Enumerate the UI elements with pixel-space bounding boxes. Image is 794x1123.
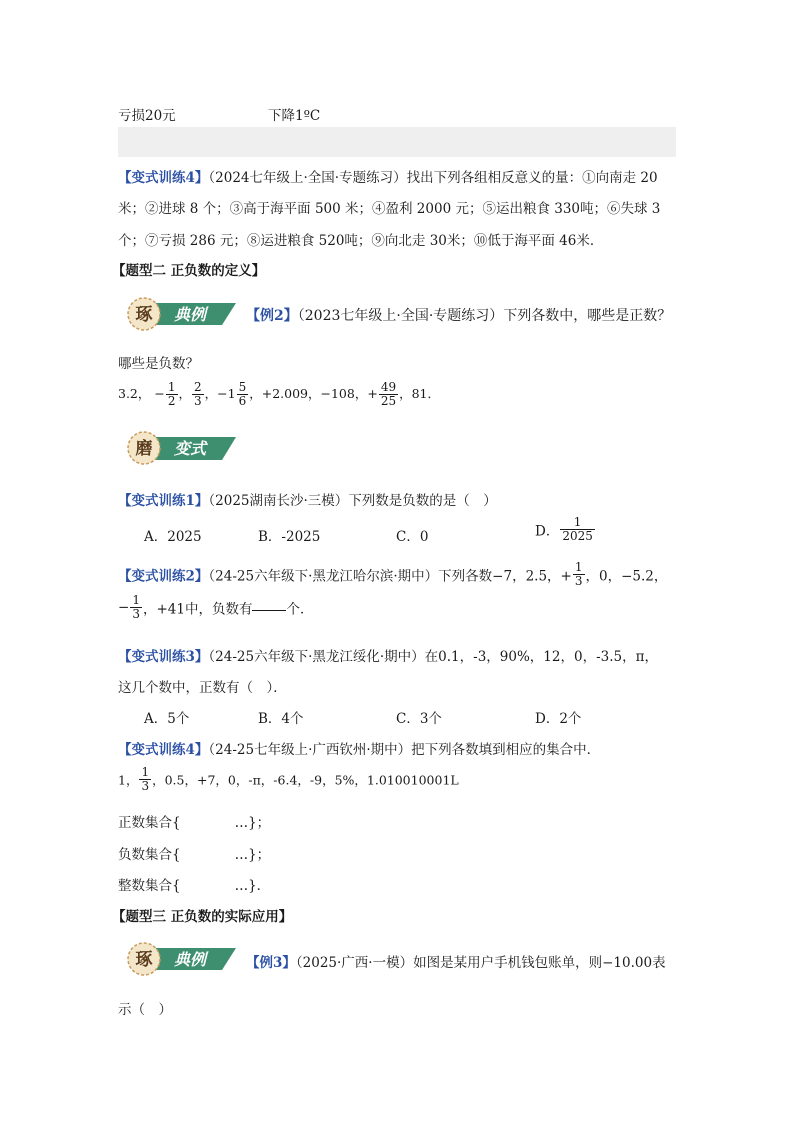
number-sign: − (118, 599, 130, 616)
practice-4-numbers (118, 766, 459, 793)
number-text: 1， (118, 772, 139, 788)
example-2-line1 (246, 305, 671, 325)
fraction: $\frac{1}{3}$ (132, 593, 140, 621)
fraction: $\frac{5}{6}$ (238, 380, 247, 408)
fraction: $\frac{2}{3}$ (194, 380, 202, 408)
exercise-tag: 【变式训练2】 (118, 568, 209, 585)
fraction: $\frac{1}{2}$ (167, 380, 176, 408)
loss-text: 亏损20元 (118, 108, 176, 124)
exercise-4a-line2: 米；②进球 8 个；③高于海平面 500 米；④盈利 2000 元；⑤运出粮食 330吨；⑥失球 3 (118, 201, 661, 217)
number-sign: −1 (217, 386, 236, 401)
example-2-line2: 哪些是负数？ (118, 356, 199, 372)
positive-set: 正数集合{ …}； (118, 815, 271, 831)
choice-c: C．0 (396, 529, 429, 545)
practice-4-line1 (118, 738, 600, 758)
exercise-source: （24-25六年级下·黑龙江哈尔滨·期中） (208, 568, 439, 585)
badge-label: 典例 (173, 950, 207, 969)
badge-char: 磨 (135, 439, 153, 459)
number-text: ，81． (399, 386, 441, 401)
number-text: ，0.5，+7，0，-π，-6.4，-9，5%，1.010010001L (152, 772, 459, 788)
example-source: （2025·广西·一模） (295, 955, 414, 971)
exercise-source: （2025湖南长沙·三模） (208, 493, 349, 509)
example-badge (124, 942, 240, 976)
exercise-tag: 【变式训练4】 (118, 742, 209, 758)
exercise-4a-line3: 个；⑦亏损 286 元；⑧运进粮食 520吨；⑨向北走 30米；⑩低于海平面 46米． (118, 233, 604, 249)
example-tag: 【例3】 (246, 955, 296, 971)
example-3-line2: 示（ ） (118, 1002, 172, 1018)
fraction: $\frac{1}{2025}$ (562, 515, 593, 543)
exercise-source: （24-25七年级上·广西钦州·期中） (208, 742, 412, 758)
badge-label: 典例 (173, 305, 207, 324)
section-title: 【题型三 正负数的实际应用】 (112, 909, 293, 925)
exercise-text: 在0.1，-3，90%，12，0，-3.5，π， (424, 649, 658, 665)
example-3-line1 (246, 951, 666, 971)
badge-char: 琢 (135, 950, 153, 970)
exercise-tag: 【变式训练1】 (118, 493, 209, 509)
example-badge (124, 297, 240, 331)
practice-1-question (118, 489, 497, 509)
choice-a: A．2025 (144, 529, 202, 545)
choice-d: D．2个 (535, 711, 582, 727)
exercise-text: ，+41中，负数有 (142, 601, 253, 618)
example-tag: 【例2】 (246, 308, 298, 324)
section-title: 【题型二 正负数的定义】 (112, 263, 266, 279)
choice-b: B．4个 (258, 711, 304, 727)
exercise-source: （2024七年级上·全国·专题练习） (208, 170, 407, 186)
number-text: ，+2.009，−108，+ (249, 386, 378, 401)
badge-char: 琢 (135, 305, 153, 325)
choice-d (535, 516, 596, 543)
practice-2-line1 (118, 561, 667, 588)
separator: ， (204, 386, 218, 401)
fraction: $\frac{49}{25}$ (380, 380, 397, 408)
exercise-text: 下列数是负数的是（ ） (348, 493, 497, 509)
exercise-text: ，0，−5.2， (585, 568, 668, 585)
answer-band (118, 127, 676, 157)
example-source: （2023七年级上·全国·专题练习） (297, 308, 504, 324)
exercise-4a-line1 (118, 166, 658, 186)
fraction: $\frac{1}{3}$ (574, 560, 583, 588)
exercise-tag: 【变式训练3】 (118, 649, 209, 665)
badge-label: 变式 (173, 439, 207, 458)
practice-2-line2 (118, 594, 313, 621)
fraction: $\frac{1}{3}$ (141, 765, 150, 793)
integer-set: 整数集合{ …}． (118, 878, 271, 894)
exercise-text: 下列各数−7，2.5，+ (438, 568, 572, 585)
exercise-text: 个． (286, 601, 314, 618)
exercise-tag: 【变式训练4】 (118, 170, 209, 186)
practice-3-line2: 这几个数中，正数有（ ）． (118, 680, 287, 696)
choice-a: A．5个 (144, 711, 190, 727)
negative-set: 负数集合{ …}； (118, 847, 271, 863)
choice-c: C．3个 (396, 711, 442, 727)
practice-3-line1 (118, 645, 658, 665)
separator: ， (178, 386, 192, 401)
exercise-source: （24-25六年级下·黑龙江绥化·期中） (208, 649, 425, 665)
choice-b: B．-2025 (258, 529, 321, 545)
practice-badge (124, 430, 240, 466)
drop-text: 下降1ºC (268, 108, 321, 124)
number-sign: − (154, 386, 165, 401)
choice-label: D． (535, 523, 560, 540)
answer-blank[interactable] (252, 598, 286, 611)
number-text: 3.2， (118, 386, 151, 401)
example-2-numbers (118, 381, 440, 408)
exercise-text: 把下列各数填到相应的集合中． (411, 742, 601, 758)
example-question: 下列各数中，哪些是正数？ (503, 308, 672, 324)
example-question: 如图是某用户手机钱包账单，则−10.00表 (413, 955, 666, 971)
exercise-text: 找出下列各组相反意义的量：①向南走 20 (406, 170, 658, 186)
